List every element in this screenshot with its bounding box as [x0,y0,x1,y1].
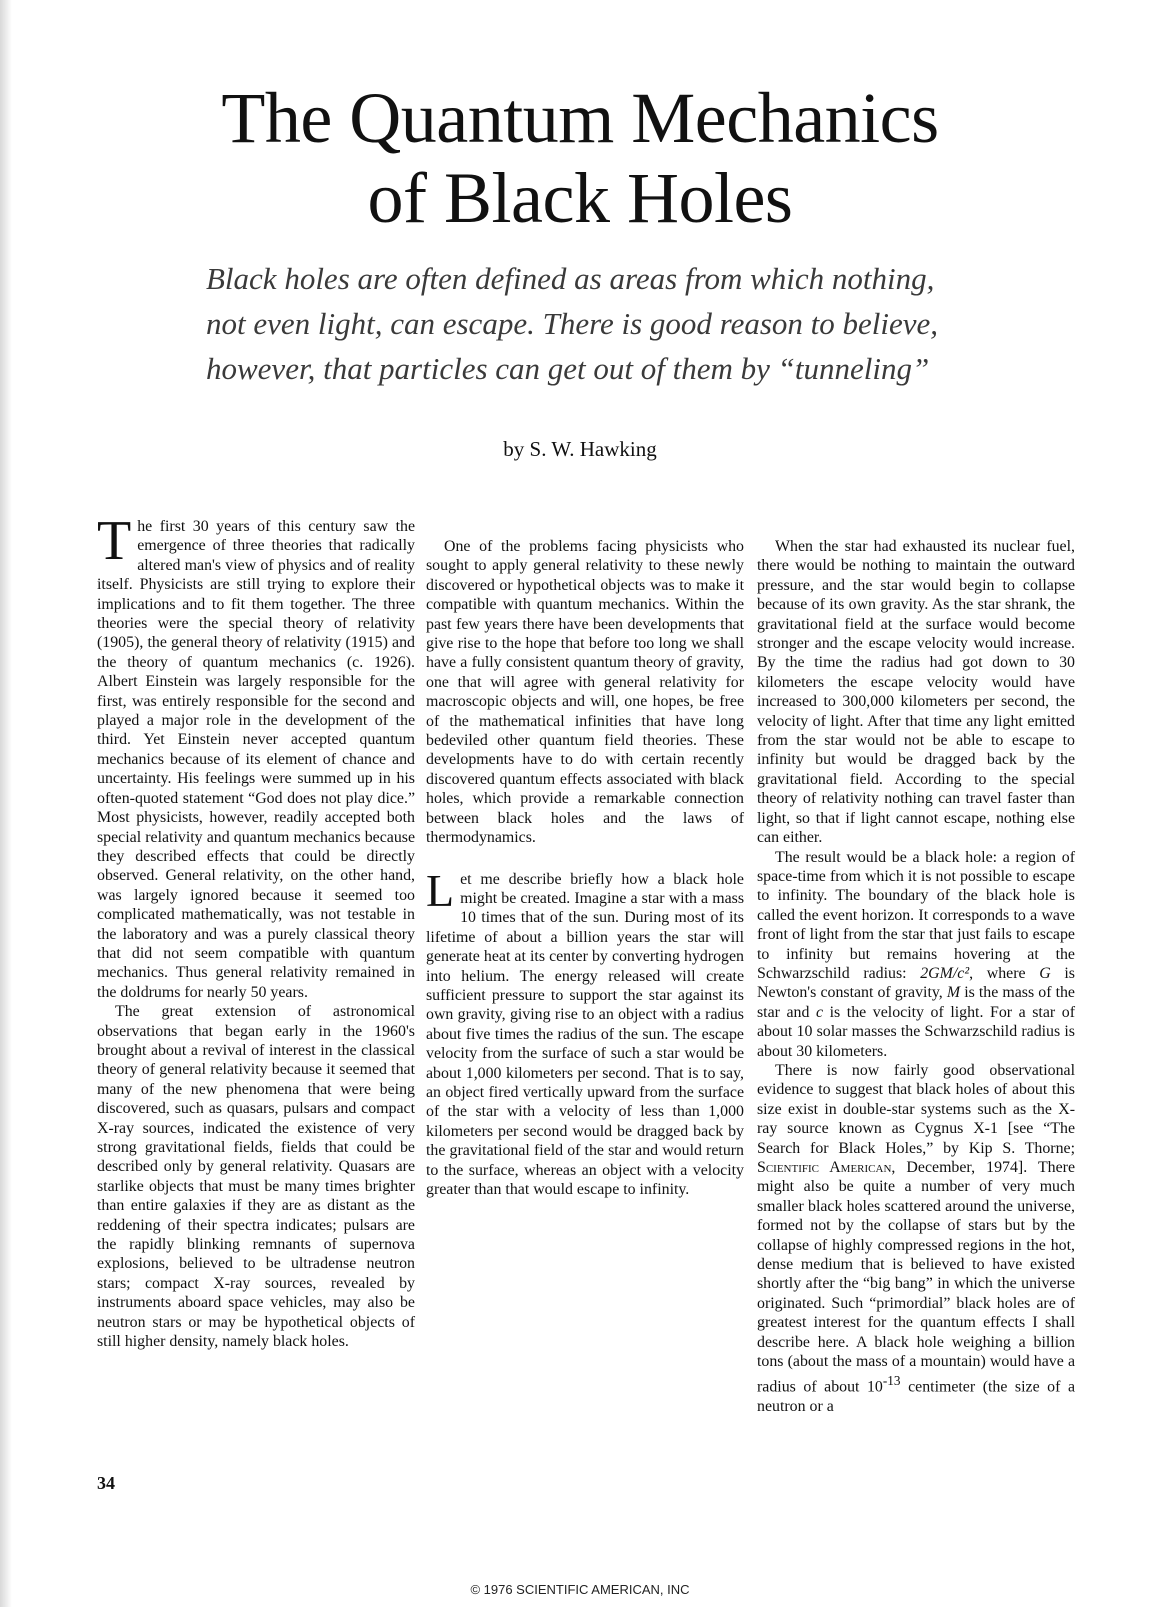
subtitle-line-1: Black holes are often defined as areas from which nothing, [206,261,935,296]
schwarzschild-formula: 2GM/c² [920,964,970,982]
symbol-g: G [1039,964,1051,982]
drop-cap: L [426,864,455,916]
text-run: , where [969,964,1040,982]
paragraph-4 [426,864,744,1200]
title-line-2: of Black Holes [367,158,793,238]
article-title [100,78,1060,238]
text-run: , December, 1974]. There might also be quite a number of very much smaller black holes scattered around the universe, formed not by the collapse of stars but by the collapse of highly compressed regions in the hot, dense medium that is believed to have existed shortly after the “big bang” in which the universe originated. Such “primordial” black holes are of greatest interest for the quantum effects I shall describe here. A black hole weighing a billion tons (about the mass of a mountain) would have a radius of about 10 [757,1159,1075,1396]
text-run: is Newton's constant of gravity, [757,964,1075,1002]
symbol-c: c [816,1003,824,1021]
subtitle-line-2: not even light, can escape. There is good reason to believe, [206,306,939,341]
paragraph-3: One of the problems facing physicists who sought to apply general relativity to these newly discovered or hypothetical objects was to make it compatible with quantum mechanics. Within the past few years there have been developments that give rise to the hope that before too long we shall have a fully consistent quantum theory of gravity, one that will agree with general relativity for macroscopic objects and will, one hopes, be free of the mathematical infinities that have long bedeviled other quantum field theories. These developments have to do with certain recently discovered quantum effects associated with black holes, which provide a remarkable connection between black holes and the laws of thermodynamics. [426,538,744,847]
text-run: centimeter (the size of a neutron or a [757,1378,1076,1416]
paragraph-4-text: et me describe briefly how a black hole might be created. Imagine a star with a mass 10 times that of the sun. During most of its lifetime of about a billion years the star will generate heat at its center by converting hydrogen into helium. The energy released will create sufficient pressure to support the star against its own gravity, giving rise to an object with a radius about five times the radius of the sun. The escape velocity from the surface of such a star would be about 1,000 kilometers per second. That is to say, an object fired vertically upward from the surface of the star with a velocity of less than 1,000 kilometers per second would be dragged back by the gravitational field of the star and would return to the surface, whereas an object with a velocity greater than that would escape to infinity. [426,870,744,1198]
paragraph-2: The great extension of astronomical observations that began early in the 1960's brought about a revival of interest in the classical theory of general relativity because it seemed that many of the new phenomena that were being discovered, such as quasars, pulsars and compact X-ray sources, indicated the existence of very strong gravitational fields, fields that could be described only by general relativity. Quasars are starlike objects that must be many times brighter than entire galaxies if they are as distant as the reddening of their spectra indicates; pulsars are the rapidly blinking remnants of supernova explosions, believed to be ultradense neutron stars; compact X-ray sources, revealed by instruments aboard space vehicles, may also be neutron stars or may be hypothetical objects of still higher density, namely black holes. [97,1003,415,1351]
byline: by S. W. Hawking [503,437,657,461]
journal-name: Scientific American [757,1159,892,1176]
exponent: -13 [882,1373,901,1389]
page-number: 34 [97,1473,115,1493]
text-run: is the velocity of light. For a star of about 10 solar masses the Schwarzschild radius is about 30 kilometers. [757,1003,1075,1060]
symbol-m: M [946,984,961,1002]
paragraph-1-text: he first 30 years of this century saw the emergence of three theories that radically altered man's view of physics and of reality itself. Physicists are still trying to explore their implications and to fit them together. The three theories were the special theory of relativity (1905), the general theory of relativity (1915) and the theory of quantum mechanics (c. 1926). Albert Einstein was largely responsible for the first, was entirely responsible for the second and played a major role in the development of the third. Yet Einstein never accepted quantum mechanics because of its element of chance and uncertainty. His feelings were summed up in his often-quoted statement “God does not play dice.” Most physicists, however, readily accepted both special relativity and quantum mechanics because they described effects that could be directly observed. General relativity, on the other hand, was largely ignored because it seemed too complicated mathematically, was not testable in the laboratory and was a purely classical theory that did not seem compatible with quantum mechanics. Thus general relativity remained in the doldrums for nearly 50 years. [97,518,415,1001]
scan-edge-shadow [0,0,12,1607]
article-subtitle [206,256,986,391]
copyright-notice: © 1976 SCIENTIFIC AMERICAN, INC [470,1582,690,1597]
column-3 [757,537,1075,1417]
text-run: is the mass of the star and [757,984,1075,1021]
drop-cap: T [97,510,132,572]
subtitle-line-3: however, that particles can get out of them by “tunneling” [206,351,930,386]
column-2 [426,537,744,1199]
paragraph-1 [97,510,415,1002]
title-line-1: The Quantum Mechanics [221,78,939,158]
paragraph-7 [757,1061,1075,1417]
text-run: The result would be a black hole: a region of space-time from which it is not possible to escape to infinity. The boundary of the black hole is called the event horizon. It corresponds to a wave front of light from the star that just fails to escape to infinity but remains hovering at the Schwarzschild radius: [757,848,1075,982]
column-1 [97,510,415,1351]
paragraph-5: When the star had exhausted its nuclear fuel, there would be nothing to maintain the outward pressure, and the star would begin to collapse because of its own gravity. As the star shrank, the gravitational field at the surface would become stronger and the escape velocity would increase. By the time the radius had got down to 30 kilometers the escape velocity would have increased to 300,000 kilometers per second, the velocity of light. After that time any light emitted from the star would not be able to escape to infinity but would be dragged back by the gravitational field. According to the special theory of relativity nothing can travel faster than light, so that if light cannot escape, nothing else can either. [757,538,1075,847]
paragraph-6 [757,848,1075,1061]
text-run: There is now fairly good observational evidence to suggest that black holes of about this size exist in double-star systems such as the X-ray source known as Cygnus X-1 [see “The Search for Black Holes,” by Kip S. Thorne; [757,1061,1075,1157]
